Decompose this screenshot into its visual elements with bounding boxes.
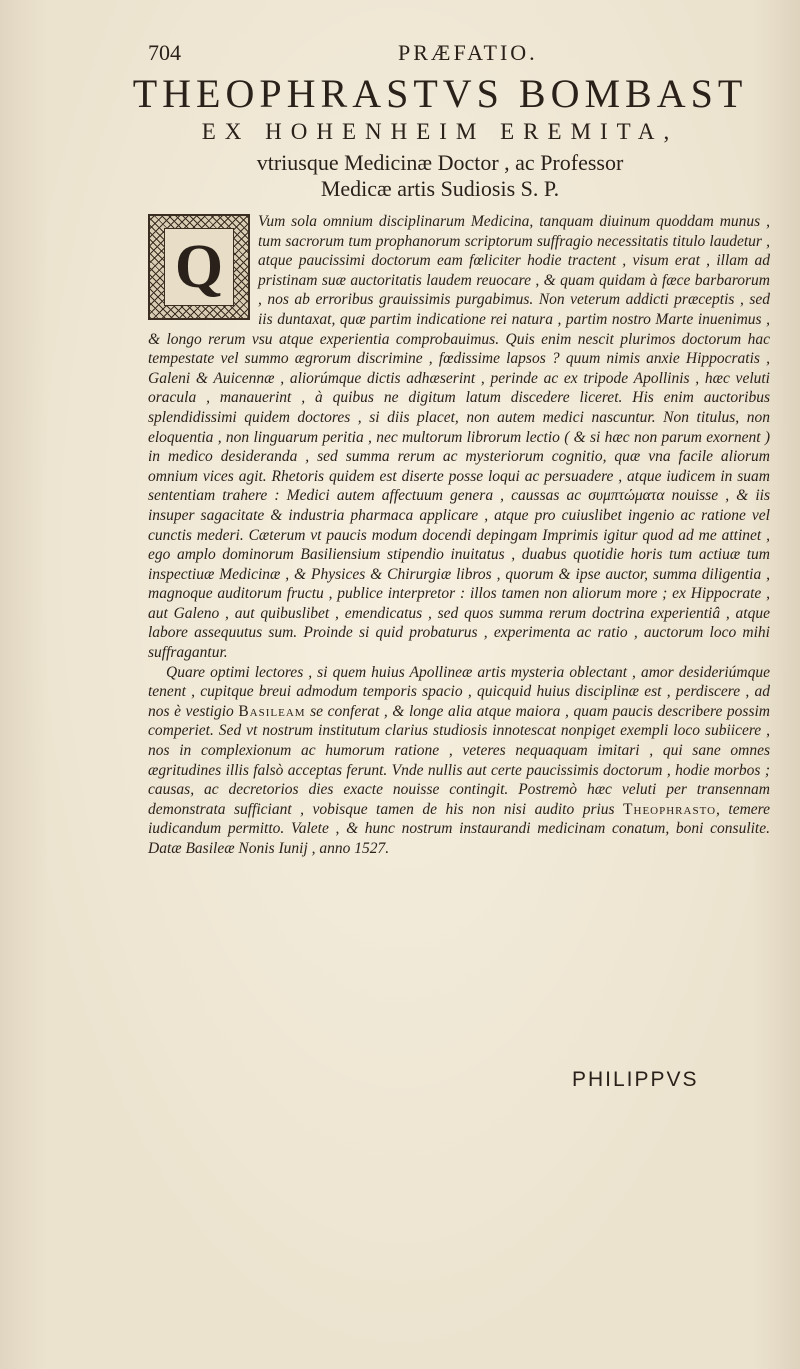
basileam-word: Basileam [238,702,306,720]
paragraph-2 [148,663,770,859]
paragraph-2-text-c: , temere iudicandum permitto. Valete , & hunc nostrum instaurandi medicinam conatum, boni consulite. Datæ Basileæ Nonis Iunij , anno 1527. [148,800,770,857]
author-title-line-1: vtriusque Medicinæ Doctor , ac Professor [256,150,624,175]
author-title-line-2: Medicæ artis Sudiosis S. P. [320,176,560,201]
catchword: PHILIPPVS [572,1068,699,1091]
paragraph-2-text-a: Quare optimi lectores , si quem huius Apollineæ artis mysteria oblectant , amor desideriúmque tenent , cupitque breui admodum temporis spacio , quicquid huius disciplinæ est , perdiscere , ad nos è vestigio [148,663,770,720]
preface-body [148,212,770,859]
author-origin: EX HOHENHEIM EREMITA, [201,119,679,144]
initial-letter-glyph: Q [164,228,234,306]
page-header [148,40,730,70]
title-block [120,72,760,202]
running-head: PRÆFATIO. [398,40,538,65]
page-number: 704 [148,40,181,65]
paragraph-1 [148,212,770,663]
paragraph-2-text-b: se conferat , & longe alia atque maiora , quam paucis describere possim comperiet. Sed vt nostrum institutum clarius studiosis innotescat nonpiget exempli loco subiicere , nos in complexionum ac humorum ratione , veteres nequaquam imitari , qui sane omnes ægritudines illis falsò acceptas ferunt. Vnde nullis aut certe paucissimis doctorum , hodie morbos ; causas, ac decretorios dies exacte nouisse contingit. Postremò hæc veluti per transennam demonstrata sufficiant , vobisque tamen de his non nisi audito prius [148,702,770,818]
dropcap-space [148,212,258,324]
theophrasto-word: Theophrasto [623,800,717,818]
paragraph-1-text: Vum sola omnium disciplinarum Medicina, tanquam diuinum quoddam munus , tum sacrorum tum prophanorum scriptorum suffragio necessitatis titulo laudetur , atque paucissimi doctorum eam fœliciter hodie tractent , visum erat , illam ad pristinam suæ auctoritatis laudem reuocare , & quam quidam à fæce barbarorum , nos ab erroribus grauissimis purgabimus. Non veterum addicti præceptis , sed iis duntaxat, quæ partim indicatione rei natura , partim nostro Marte inuenimus , & longo rerum vsu atque experientia comprobauimus. Quis enim nescit plurimos doctorum hac tempestate vel summo ægrorum discrimine , fœdissime lapsos ? quum nimis anxie Hippocratis , Galeni & Auicennæ , aliorúmque dictis adhæserint , perinde ac ex tripode Apollinis , hæc veluti oracula , manauerint , à quibus ne digitum latum discedere liceret. His enim auctoribus splendidissimi quidem doctores , si diis placet, non autem medici nascuntur. Non titulus, non eloquentia , non linguarum peritia , nec multorum librorum lectio ( & si hæc non parum exornent ) in medico desideranda , sed summa rerum ac mysteriorum cognitio, quæ vna facile aliorum omnium vices agit. Rhetoris quidem est diserte posse loqui ac persuadere , atque iudicem in suam sententiam trahere : Medici autem affectuum genera , caussas ac συμπτώματα nouisse , & iis insuper sagacitate & industria pharmaca applicare , atque pro cuiuslibet ingenio ac ratione vel cunctis mederi. Cæterum vt paucis modum docendi depingam Imprimis igitur quod ad me attinet , ego amplo dominorum Basiliensium stipendio inuitatus , duabus quotidie horis tum actiuæ tum inspectiuæ Medicinæ , & Physices & Chirurgiæ libros , quorum & ipse auctor, summa diligentia , magnoque auditorum fructu , publice interpretor : illos tamen non aliorum more ; ex Hippocrate , aut Galeno , aut quibuslibet , emendicatus , sed quos summa rerum doctrina experientiâ , atque labore assequutus sum. Proinde si quid probaturus , experimenta ac ratio , auctorum loco mihi suffragantur. [148,213,770,662]
author-name: THEOPHRASTVS BOMBAST [132,71,748,116]
